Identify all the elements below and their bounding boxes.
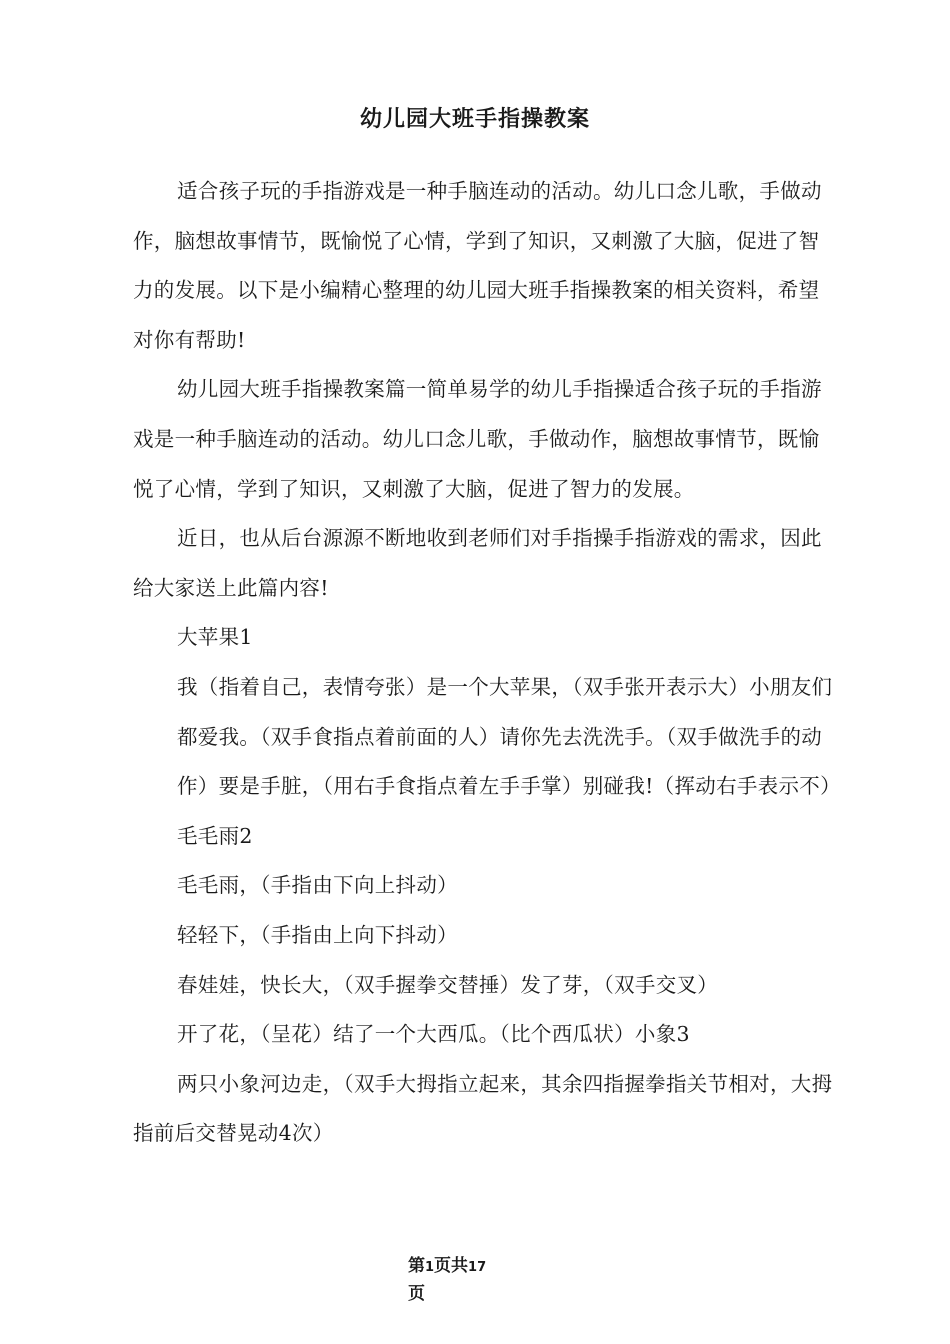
chapter-one-paragraph: 幼儿园大班手指操教案篇一简单易学的幼儿手指操适合孩子玩的手指游戏是一种手脑连动的活动。幼儿口念儿歌，手做动作，脑想故事情节，既愉悦了心情，学到了知识，又刺激了大脑，促进了智力的发展。 xyxy=(133,377,822,501)
page-total: 17 xyxy=(468,1260,487,1275)
page-prefix: 第 xyxy=(408,1256,425,1276)
rain-rhyme-lines xyxy=(133,861,833,1059)
page-current: 1 xyxy=(425,1260,435,1275)
section-heading-rain: 毛毛雨2 xyxy=(177,823,253,848)
rain-line: 毛毛雨，（手指由下向上抖动） xyxy=(177,873,458,898)
document-title: 幼儿园大班手指操教案 xyxy=(359,107,590,132)
intro-paragraph: 适合孩子玩的手指游戏是一种手脑连动的活动。幼儿口念儿歌，手做动作，脑想故事情节，既愉悦了心情，学到了知识，又刺激了大脑，促进了智力的发展。以下是小编精心整理的幼儿园大班手指操教案的相关资料，希望对你有帮助! xyxy=(133,179,822,352)
page-number-footer xyxy=(408,1253,528,1308)
rain-line: 开了花，（呈花）结了一个大西瓜。（比个西瓜状）小象3 xyxy=(177,1022,690,1047)
apple-rhyme-paragraph: 我（指着自己，表情夸张）是一个大苹果，（双手张开表示大）小朋友们都爱我。（双手食指点着前面的人）请你先去洗洗手。（双手做洗手的动作）要是手脏，（用右手食指点着左手手掌）别碰我!（挥动右手表示不） xyxy=(177,674,841,799)
request-paragraph: 近日，也从后台源源不断地收到老师们对手指操手指游戏的需求，因此给大家送上此篇内容! xyxy=(133,526,822,600)
elephant-rhyme-paragraph: 两只小象河边走，（双手大拇指立起来，其余四指握拳指关节相对，大拇指前后交替晃动4次） xyxy=(133,1071,833,1146)
section-heading-apple: 大苹果1 xyxy=(177,625,253,650)
rain-line: 轻轻下，（手指由上向下抖动） xyxy=(177,922,458,947)
document-body xyxy=(133,167,841,1159)
rain-line: 春娃娃，快长大，（双手握拳交替捶）发了芽，（双手交叉） xyxy=(177,972,719,997)
page-suffix: 页 xyxy=(408,1284,425,1304)
page-middle: 页共 xyxy=(434,1256,469,1276)
